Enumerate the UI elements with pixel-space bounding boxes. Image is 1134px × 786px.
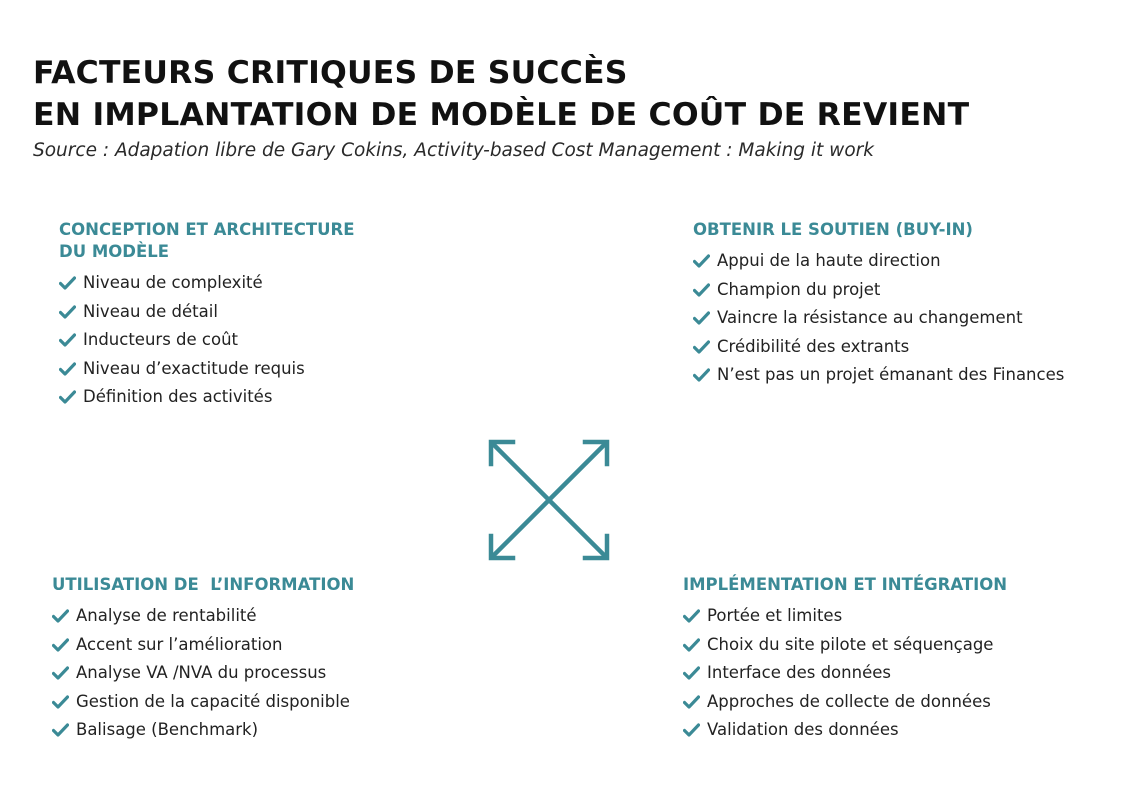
source-citation: Source : Adapation libre de Gary Cokins, Activity-based Cost Management : Making it work	[33, 140, 874, 161]
checklist	[693, 251, 1073, 384]
list-item	[683, 663, 1083, 682]
check-icon	[683, 609, 700, 623]
list-item-text: Analyse de rentabilité	[76, 606, 257, 625]
list-item-text: Niveau d’exactitude requis	[83, 358, 305, 378]
list-item	[683, 635, 1083, 654]
quadrant-heading: OBTENIR LE SOUTIEN (BUY-IN)	[693, 220, 973, 239]
check-icon	[693, 283, 710, 297]
list-item-text: Balisage (Benchmark)	[76, 720, 259, 739]
quadrant-utilisation	[52, 574, 432, 749]
check-icon	[693, 254, 710, 268]
checklist	[52, 606, 432, 739]
list-item	[693, 251, 1073, 270]
list-item	[52, 692, 432, 711]
heading-line-2: DU MODÈLE	[59, 242, 170, 261]
quadrant-conception	[59, 219, 419, 416]
list-item	[693, 365, 1073, 384]
list-item-text: Vaincre la résistance au changement	[717, 308, 1023, 327]
list-item-text: Définition des activités	[83, 387, 273, 406]
list-item-text: Inducteurs de coût	[83, 330, 238, 349]
check-icon	[52, 638, 69, 652]
heading-line-1: CONCEPTION ET ARCHITECTURE	[59, 220, 355, 239]
check-icon	[683, 695, 700, 709]
check-icon	[59, 333, 76, 347]
page-title	[33, 52, 969, 136]
list-item-text: Choix du site pilote et séquençage	[707, 634, 994, 654]
list-item	[52, 635, 432, 654]
list-item	[52, 720, 432, 739]
list-item	[683, 692, 1083, 711]
list-item-text: Portée et limites	[707, 606, 843, 625]
four-way-diagonal-arrows-icon	[486, 437, 612, 563]
list-item-text: Crédibilité des extrants	[717, 336, 910, 356]
list-item	[59, 359, 419, 378]
list-item-text: Champion du projet	[717, 279, 881, 299]
title-line-2: EN IMPLANTATION DE MODÈLE DE COÛT DE REVIENT	[33, 97, 970, 133]
quadrant-heading: UTILISATION DE L’INFORMATION	[52, 575, 355, 594]
checklist	[59, 273, 419, 406]
list-item	[59, 302, 419, 321]
quadrant-heading: IMPLÉMENTATION ET INTÉGRATION	[683, 575, 1008, 594]
quadrant-soutien	[693, 219, 1073, 394]
check-icon	[52, 609, 69, 623]
check-icon	[59, 390, 76, 404]
list-item-text: Validation des données	[707, 720, 899, 739]
list-item	[693, 337, 1073, 356]
quadrant-heading	[59, 219, 419, 263]
list-item	[52, 663, 432, 682]
check-icon	[59, 305, 76, 319]
list-item	[683, 606, 1083, 625]
check-icon	[52, 695, 69, 709]
check-icon	[683, 666, 700, 680]
check-icon	[59, 362, 76, 376]
list-item-text: Niveau de détail	[83, 301, 218, 321]
list-item-text: Niveau de complexité	[83, 273, 263, 292]
check-icon	[693, 340, 710, 354]
list-item	[59, 330, 419, 349]
list-item-text: Interface des données	[707, 663, 891, 682]
check-icon	[683, 723, 700, 737]
check-icon	[683, 638, 700, 652]
list-item-text: N’est pas un projet émanant des Finances	[717, 365, 1065, 384]
list-item-text: Appui de la haute direction	[717, 251, 941, 270]
list-item-text: Approches de collecte de données	[707, 691, 991, 711]
list-item	[59, 273, 419, 292]
check-icon	[693, 368, 710, 382]
list-item-text: Gestion de la capacité disponible	[76, 691, 350, 711]
checklist	[683, 606, 1083, 739]
check-icon	[52, 723, 69, 737]
check-icon	[59, 276, 76, 290]
list-item	[693, 280, 1073, 299]
list-item	[52, 606, 432, 625]
check-icon	[52, 666, 69, 680]
list-item-text: Analyse VA /NVA du processus	[76, 663, 327, 682]
list-item-text: Accent sur l’amélioration	[76, 634, 283, 654]
list-item	[693, 308, 1073, 327]
check-icon	[693, 311, 710, 325]
quadrant-implementation	[683, 574, 1083, 749]
list-item	[59, 387, 419, 406]
title-line-1: FACTEURS CRITIQUES DE SUCCÈS	[33, 55, 628, 91]
list-item	[683, 720, 1083, 739]
